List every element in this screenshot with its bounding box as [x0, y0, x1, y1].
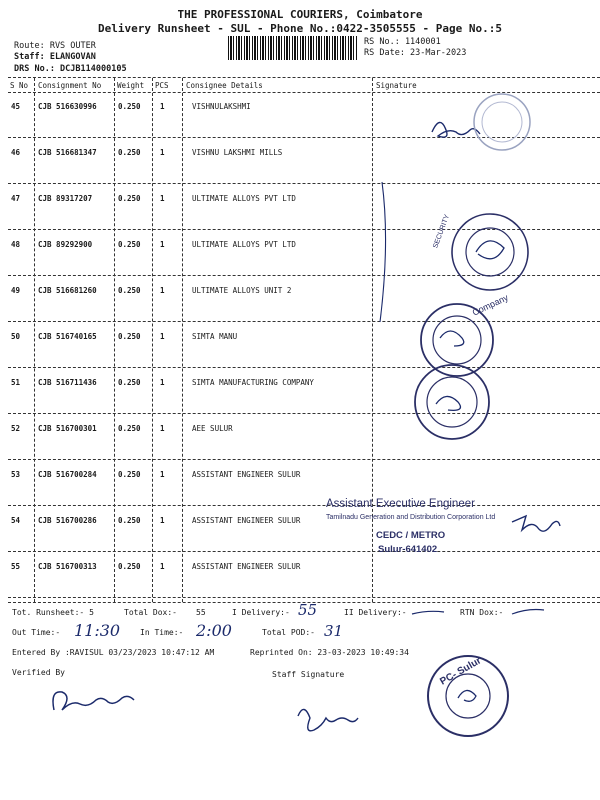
- out-time-value: 11:30: [74, 621, 121, 640]
- engineer-stamp-title: Assistant Executive Engineer: [326, 498, 475, 510]
- cell-sno: 50: [11, 332, 21, 341]
- staff-label: Staff: ELANGOVAN: [14, 52, 96, 62]
- out-time-label: Out Time:-: [12, 628, 61, 637]
- verifier-signature: [40, 680, 180, 720]
- company-stamp-label: Company: [470, 292, 510, 318]
- cell-weight: 0.250: [118, 332, 141, 341]
- cell-sno: 55: [11, 562, 21, 571]
- total-dox-value: 55: [196, 608, 206, 617]
- in-time-value: 2:00: [196, 621, 232, 640]
- verified-by-label: Verified By: [12, 668, 65, 677]
- rs-number: RS No.: 1140001: [364, 37, 441, 47]
- rtn-dox-label: RTN Dox:-: [460, 608, 504, 617]
- pc-sulur-label: PC- Sulur: [438, 655, 484, 688]
- cell-consignment: CJB 516700286: [38, 516, 97, 525]
- cell-consignment: CJB 516740165: [38, 332, 97, 341]
- cell-consignee: VISHNULAKSHMI: [192, 102, 251, 111]
- col-header-sno: S No: [10, 81, 29, 90]
- cell-pcs: 1: [160, 470, 165, 479]
- dash-mark: [410, 608, 446, 618]
- cell-consignment: CJB 89292900: [38, 240, 93, 249]
- cell-pcs: 1: [160, 102, 165, 111]
- pen-stroke: [380, 182, 386, 322]
- cell-weight: 0.250: [118, 470, 141, 479]
- cell-consignee: SIMTA MANU: [192, 332, 238, 341]
- cell-consignment: CJB 516700313: [38, 562, 97, 571]
- col-header-weight: Weight: [117, 81, 145, 90]
- company-stamp-inner: [427, 377, 477, 427]
- cell-weight: 0.250: [118, 562, 141, 571]
- cell-consignee: SIMTA MANUFACTURING COMPANY: [192, 378, 314, 387]
- cell-weight: 0.250: [118, 516, 141, 525]
- tot-runsheet: Tot. Runsheet:- 5: [12, 608, 94, 617]
- signature-column-graphics: [372, 92, 600, 602]
- col-header-consignment: Consignment No: [38, 81, 102, 90]
- cell-pcs: 1: [160, 562, 165, 571]
- cell-sno: 45: [11, 102, 21, 111]
- reprinted-on: Reprinted On: 23-03-2023 10:49:34: [250, 648, 409, 657]
- cell-sno: 49: [11, 286, 21, 295]
- i-delivery-label: I Delivery:-: [232, 608, 290, 617]
- barcode: [228, 36, 358, 60]
- cell-consignee: ULTIMATE ALLOYS UNIT 2: [192, 286, 292, 295]
- in-time-label: In Time:-: [140, 628, 184, 637]
- cell-weight: 0.250: [118, 240, 141, 249]
- handwritten-signature: [436, 396, 460, 410]
- cell-weight: 0.250: [118, 378, 141, 387]
- cell-pcs: 1: [160, 240, 165, 249]
- total-pod-value: 31: [324, 622, 344, 640]
- staff-signature: [288, 696, 368, 740]
- handwritten-signature: [512, 516, 560, 531]
- cell-sno: 53: [11, 470, 21, 479]
- engineer-stamp-location: Sulur-641402: [378, 544, 438, 555]
- total-pod-label: Total POD:-: [262, 628, 315, 637]
- cell-pcs: 1: [160, 286, 165, 295]
- security-stamp-label: SECURITY: [432, 213, 452, 250]
- engineer-stamp-org: Tamilnadu Generation and Distribution Corporation Ltd: [326, 514, 496, 521]
- staff-signature-label: Staff Signature: [272, 670, 345, 679]
- cell-sno: 51: [11, 378, 21, 387]
- cell-consignment: CJB 516681347: [38, 148, 97, 157]
- cell-pcs: 1: [160, 194, 165, 203]
- cell-pcs: 1: [160, 332, 165, 341]
- cell-weight: 0.250: [118, 102, 141, 111]
- ii-delivery-label: II Delivery:-: [344, 608, 407, 617]
- security-stamp: [452, 214, 528, 290]
- cell-consignment: CJB 516700284: [38, 470, 97, 479]
- cell-sno: 47: [11, 194, 21, 203]
- entered-by: Entered By :RAVISUL 03/23/2023 10:47:12 AM: [12, 648, 215, 657]
- cell-consignee: VISHNU LAKSHMI MILLS: [192, 148, 283, 157]
- cell-consignee: AEE SULUR: [192, 424, 233, 433]
- drs-number: DRS No.: DCJB114000105: [14, 64, 127, 74]
- cell-weight: 0.250: [118, 286, 141, 295]
- cell-weight: 0.250: [118, 148, 141, 157]
- handwritten-signature: [476, 241, 504, 259]
- col-header-pcs: PCS: [155, 81, 169, 90]
- i-delivery-value: 55: [298, 601, 318, 619]
- cell-weight: 0.250: [118, 194, 141, 203]
- cell-pcs: 1: [160, 148, 165, 157]
- handwritten-signature: [432, 122, 480, 137]
- handwritten-signature: [440, 331, 464, 346]
- cell-consignment: CJB 516681260: [38, 286, 97, 295]
- cell-pcs: 1: [160, 516, 165, 525]
- cell-consignment: CJB 89317207: [38, 194, 93, 203]
- runsheet-title: Delivery Runsheet - SUL - Phone No.:0422-3505555 - Page No.:5: [98, 22, 502, 35]
- cell-consignee: ASSISTANT ENGINEER SULUR: [192, 470, 301, 479]
- cell-sno: 46: [11, 148, 21, 157]
- company-stamp-inner: [433, 316, 481, 364]
- cell-consignee: ASSISTANT ENGINEER SULUR: [192, 516, 301, 525]
- engineer-stamp-division: CEDC / METRO: [376, 530, 446, 541]
- cell-sno: 48: [11, 240, 21, 249]
- cell-pcs: 1: [160, 378, 165, 387]
- cell-consignee: ULTIMATE ALLOYS PVT LTD: [192, 240, 296, 249]
- route-label: Route: RVS OUTER: [14, 41, 96, 51]
- col-header-consignee: Consignee Details: [186, 81, 263, 90]
- cell-consignment: CJB 516711436: [38, 378, 97, 387]
- table-top-rule: [8, 77, 600, 78]
- cell-weight: 0.250: [118, 424, 141, 433]
- cell-sno: 54: [11, 516, 21, 525]
- rs-date: RS Date: 23-Mar-2023: [364, 48, 467, 58]
- cell-consignee: ULTIMATE ALLOYS PVT LTD: [192, 194, 296, 203]
- company-title: THE PROFESSIONAL COURIERS, Coimbatore: [177, 8, 423, 21]
- cell-pcs: 1: [160, 424, 165, 433]
- dash-mark: [510, 606, 546, 618]
- cell-consignment: CJB 516630996: [38, 102, 97, 111]
- cell-sno: 52: [11, 424, 21, 433]
- cell-consignment: CJB 516700301: [38, 424, 97, 433]
- security-stamp-inner: [466, 228, 514, 276]
- total-dox-label: Total Dox:-: [124, 608, 177, 617]
- faded-stamp-inner: [482, 102, 522, 142]
- col-header-signature: Signature: [376, 81, 417, 90]
- cell-consignee: ASSISTANT ENGINEER SULUR: [192, 562, 301, 571]
